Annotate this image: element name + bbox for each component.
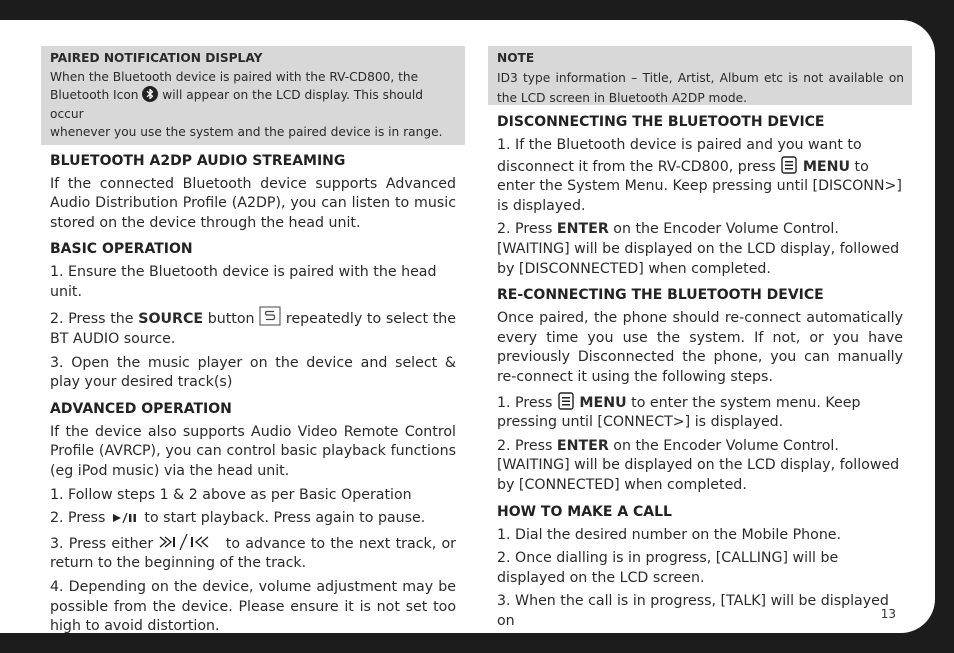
call-step-2: 2. Once dialling is in progress, [CALLING] will be displayed on the LCD screen. xyxy=(497,550,839,586)
next-prev-icon xyxy=(158,533,220,551)
enter-label: ENTER xyxy=(556,437,609,454)
advanced-step-3: 3. Press either to advance to the next track, or return to the beginning of the track. xyxy=(50,533,456,574)
advanced-text: If the device also supports Audio Video Remote Control Profile (AVRCP), you can control basic playback functions (eg iPod music) via the head unit. xyxy=(50,423,456,480)
basic-step-1: 1. Ensure the Bluetooth device is paired with the head unit. xyxy=(50,264,437,300)
disconnect-step-1: 1. If the Bluetooth device is paired and you want to disconnect it from the RV-CD800, press MENU to enter the System Menu. Keep pressing until [DISCONN>] is displayed. xyxy=(497,137,902,214)
a2dp-text: If the connected Bluetooth device supports Advanced Audio Distribution Profile (A2DP), you can listen to music stored on the device through the head unit. xyxy=(50,175,456,231)
reconnect-text: Once paired, the phone should re-connect automatically every time you use the system. If not, or you have previously Disconnected the phone, you can manually re-connect it using the following steps. xyxy=(497,310,903,385)
call-step-3: 3. When the call is in progress, [TALK] will be displayed on xyxy=(497,593,889,629)
disconnect-step-2: 2. Press ENTER on the Encoder Volume Control. [WAITING] will be displayed on the LCD display, followed by [DISCONNECTED] when completed. xyxy=(497,221,900,277)
note-box xyxy=(488,46,912,105)
menu-label: MENU xyxy=(579,394,627,411)
manual-page xyxy=(0,20,935,633)
reconnect-step-2: 2. Press ENTER on the Encoder Volume Control. [WAITING] will be displayed on the LCD display, followed by [CONNECTED] when completed. xyxy=(497,437,900,493)
left-column xyxy=(41,46,465,637)
advanced-step-1: 1. Follow steps 1 & 2 above as per Basic Operation xyxy=(50,486,412,503)
enter-label: ENTER xyxy=(556,221,609,238)
advanced-step-2: 2. Press to start playback. Press again to pause. xyxy=(50,510,426,527)
basic-step-3: 3. Open the music player on the device and select & play your desired track(s) xyxy=(50,354,456,391)
note-title: NOTE xyxy=(497,51,535,65)
paired-notification-line-1: When the Bluetooth device is paired with the RV-CD800, the xyxy=(50,69,419,84)
menu-label: MENU xyxy=(802,158,851,175)
page-number: 13 xyxy=(880,607,896,621)
basic-operation-heading: BASIC OPERATION xyxy=(50,241,193,258)
paired-notification-line-3: whenever you use the system and the paired device is in range. xyxy=(50,125,443,139)
a2dp-heading: BLUETOOTH A2DP AUDIO STREAMING xyxy=(50,152,346,169)
advanced-operation-heading: ADVANCED OPERATION xyxy=(50,400,232,417)
menu-icon xyxy=(780,156,798,174)
right-column xyxy=(488,46,912,631)
play-pause-icon xyxy=(110,511,140,525)
paired-notification-title: PAIRED NOTIFICATION DISPLAY xyxy=(50,51,263,65)
bluetooth-icon xyxy=(142,86,158,102)
advanced-step-4: 4. Depending on the device, volume adjustment may be possible from the device. Please ensure it is not set too high to avoid distortion. xyxy=(50,579,456,635)
make-call-heading: HOW TO MAKE A CALL xyxy=(497,503,672,520)
note-text: ID3 type information – Title, Artist, Album etc is not available on the LCD screen in Bluetooth A2DP mode. xyxy=(497,70,904,105)
paired-notification-line-2: Bluetooth Icon will appear on the LCD display. This should occur xyxy=(50,88,423,121)
disconnect-heading: DISCONNECTING THE BLUETOOTH DEVICE xyxy=(497,114,825,130)
basic-step-2: 2. Press the SOURCE button repeatedly to select the BT AUDIO source. xyxy=(50,306,456,349)
call-step-1: 1. Dial the desired number on the Mobile Phone. xyxy=(497,526,842,543)
reconnect-step-1: 1. Press MENU to enter the system menu. Keep pressing until [CONNECT>] is displayed. xyxy=(497,392,903,433)
reconnect-heading: RE-CONNECTING THE BLUETOOTH DEVICE xyxy=(497,287,824,304)
source-button-icon xyxy=(259,306,281,326)
paired-notification-box xyxy=(41,46,465,145)
menu-icon xyxy=(557,392,575,410)
source-label: SOURCE xyxy=(138,311,204,328)
